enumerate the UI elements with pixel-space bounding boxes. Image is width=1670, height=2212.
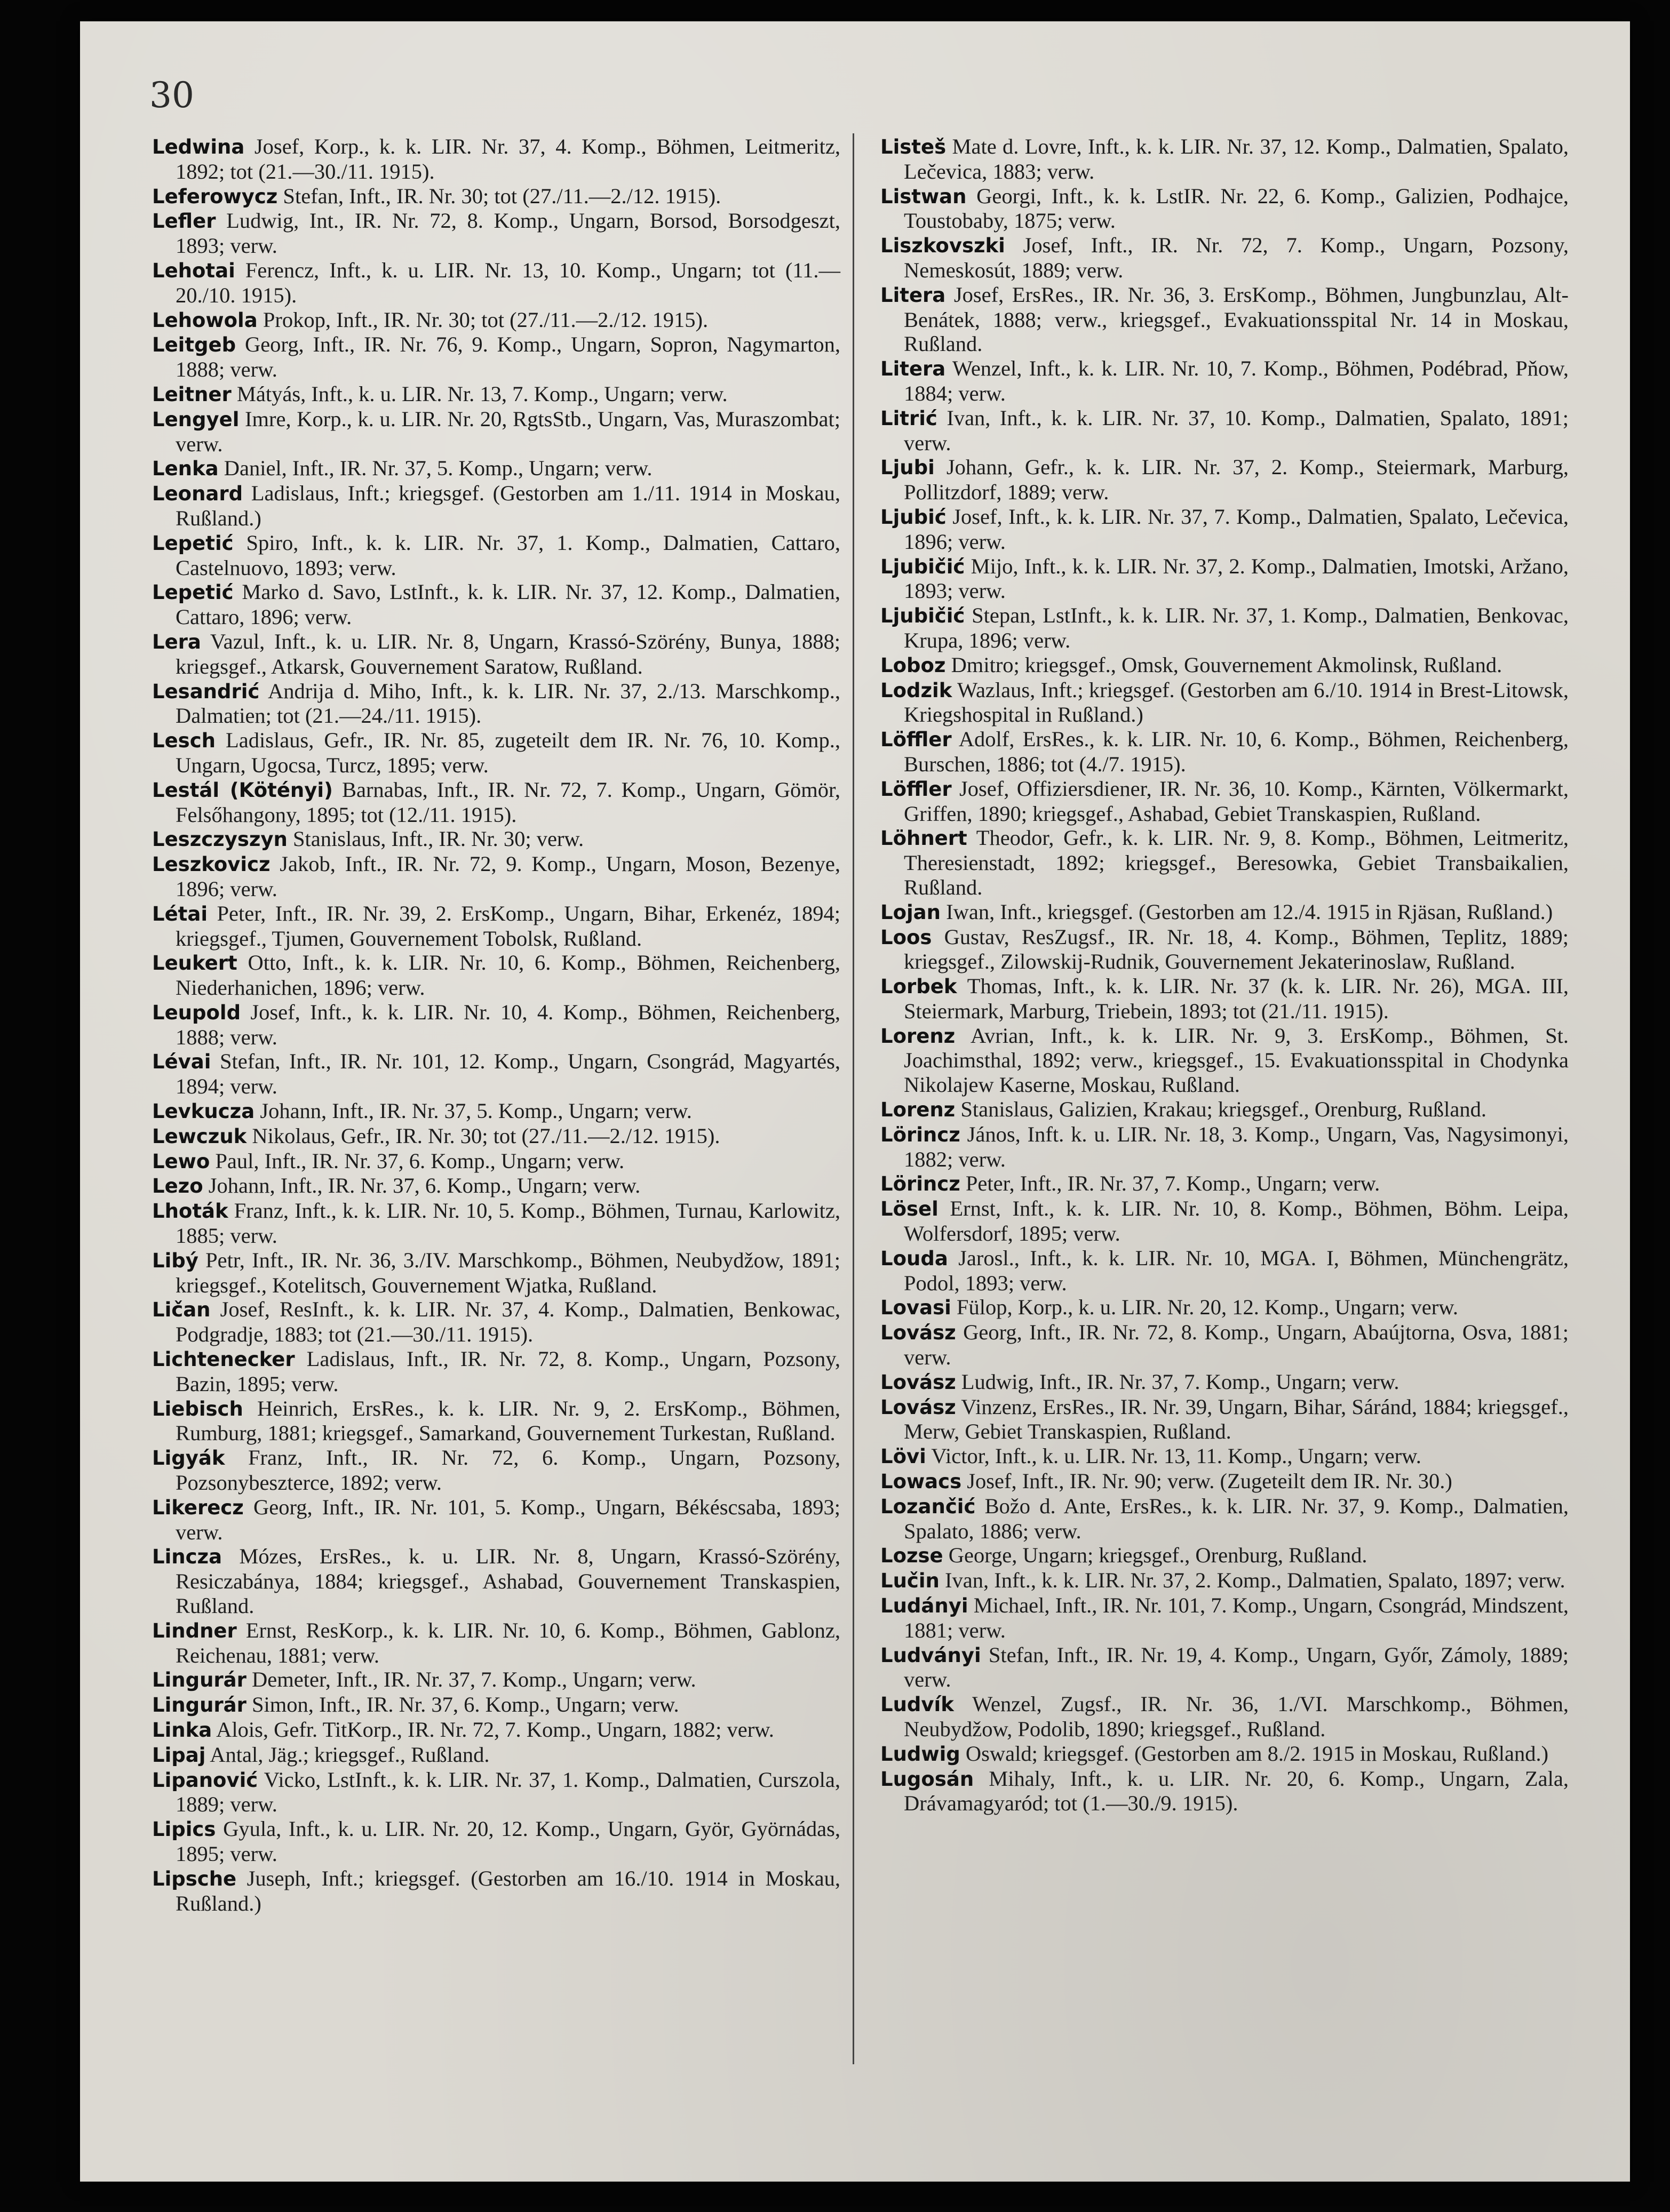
entry-surname: Lugosán bbox=[880, 1767, 974, 1791]
list-entry bbox=[880, 134, 1569, 184]
entry-surname: Ligyák bbox=[152, 1447, 225, 1470]
entry-surname: Lévai bbox=[152, 1050, 211, 1074]
entry-details: Georgi, Inft., k. k. LstIR. Nr. 22, 6. Komp., Galizien, Podhajce, Toustobaby, 1875; verw. bbox=[904, 183, 1569, 233]
entry-surname: Lenka bbox=[152, 457, 219, 481]
entry-details: Ferencz, Inft., k. u. LIR. Nr. 13, 10. Komp., Ungarn; tot (11.—20./10. 1915). bbox=[176, 258, 840, 307]
entry-details: Mátyás, Inft., k. u. LIR. Nr. 13, 7. Komp., Ungarn; verw. bbox=[231, 381, 728, 406]
entry-details: Josef, Inft., k. k. LIR. Nr. 10, 4. Komp., Böhmen, Reichenberg, 1888; verw. bbox=[176, 1000, 840, 1049]
entry-details: Andrija d. Miho, Inft., k. k. LIR. Nr. 37, 2./13. Marschkomp., Dalmatien; tot (21.—24./11. 1915). bbox=[176, 678, 840, 728]
entry-surname: Lorbek bbox=[880, 975, 957, 999]
entry-surname: Loboz bbox=[880, 653, 946, 677]
entry-details: Božo d. Ante, ErsRes., k. k. LIR. Nr. 37, 9. Komp., Dalmatien, Spalato, 1886; verw. bbox=[904, 1494, 1569, 1543]
list-entry bbox=[152, 456, 840, 481]
entry-details: Georg, Inft., IR. Nr. 72, 8. Komp., Ungarn, Abaújtorna, Osva, 1881; verw. bbox=[904, 1320, 1569, 1370]
list-entry bbox=[152, 901, 840, 951]
entry-details: Fülop, Korp., k. u. LIR. Nr. 20, 12. Komp., Ungarn; verw. bbox=[951, 1295, 1458, 1320]
column-divider bbox=[853, 133, 854, 2064]
entry-details: Nikolaus, Gefr., IR. Nr. 30; tot (27./11.—2./12. 1915). bbox=[246, 1123, 720, 1148]
list-entry bbox=[152, 1248, 840, 1298]
entry-surname: Lewo bbox=[152, 1149, 210, 1173]
list-entry bbox=[152, 481, 840, 531]
entry-details: Alois, Gefr. TitKorp., IR. Nr. 72, 7. Komp., Ungarn, 1882; verw. bbox=[212, 1718, 774, 1742]
entry-surname: Lipaj bbox=[152, 1743, 206, 1767]
entry-details: Josef, ResInft., k. k. LIR. Nr. 37, 4. Komp., Dalmatien, Benkowac, Podgradje, 1883; tot (21.—30./11. 1915). bbox=[176, 1297, 840, 1347]
entry-surname: Lovász bbox=[880, 1321, 956, 1345]
entry-details: Stanislaus, Inft., IR. Nr. 30; verw. bbox=[287, 827, 584, 851]
entry-details: Vinzenz, ErsRes., IR. Nr. 39, Ungarn, Bihar, Sáránd, 1884; kriegsgef., Merw, Gebiet Transkaspien, Rußland. bbox=[904, 1394, 1569, 1444]
entry-surname: Ludwig bbox=[880, 1742, 960, 1766]
list-entry bbox=[880, 1097, 1569, 1122]
entry-details: Ivan, Inft., k. k. LIR. Nr. 37, 2. Komp., Dalmatien, Spalato, 1897; verw. bbox=[939, 1568, 1565, 1593]
entry-details: Michael, Inft., IR. Nr. 101, 7. Komp., Ungarn, Csongrád, Mindszent, 1881; verw. bbox=[904, 1593, 1569, 1642]
entry-details: Petr, Inft., IR. Nr. 36, 3./IV. Marschkomp., Böhmen, Neubydžow, 1891; kriegsgef., Kotelitsch, Gouvernement Wjatka, Rußland. bbox=[176, 1248, 840, 1297]
entry-details: Mate d. Lovre, Inft., k. k. LIR. Nr. 37, 12. Komp., Dalmatien, Spalato, Lečevica, 1883; verw. bbox=[904, 134, 1569, 183]
entry-surname: Lingurár bbox=[152, 1668, 246, 1692]
entry-surname: Liebisch bbox=[152, 1397, 243, 1420]
entry-surname: Lodzik bbox=[880, 678, 952, 702]
entry-surname: Likerecz bbox=[152, 1496, 244, 1519]
entry-surname: Lipics bbox=[152, 1818, 216, 1841]
entry-surname: Ljubić bbox=[880, 505, 947, 529]
entry-surname: Löhnert bbox=[880, 827, 967, 850]
list-entry bbox=[880, 1643, 1569, 1692]
list-entry bbox=[880, 505, 1569, 554]
entry-details: Ernst, ResKorp., k. k. LIR. Nr. 10, 6. Komp., Böhmen, Gablonz, Reichenau, 1881; verw. bbox=[176, 1618, 840, 1667]
entry-details: Stefan, Inft., IR. Nr. 30; tot (27./11.—2./12. 1915). bbox=[277, 183, 721, 208]
entry-surname: Louda bbox=[880, 1247, 948, 1270]
entry-surname: Lorenz bbox=[880, 1098, 956, 1122]
entry-details: János, Inft. k. u. LIR. Nr. 18, 3. Komp., Ungarn, Vas, Nagysimonyi, 1882; verw. bbox=[904, 1122, 1569, 1171]
entry-surname: Litera bbox=[880, 283, 946, 307]
list-entry bbox=[880, 1494, 1569, 1544]
list-entry bbox=[152, 209, 840, 258]
list-entry bbox=[880, 283, 1569, 356]
entry-details: Oswald; kriegsgef. (Gestorben am 8./2. 1915 in Moskau, Rußland.) bbox=[960, 1741, 1549, 1766]
entry-surname: Litera bbox=[880, 357, 946, 381]
list-entry bbox=[152, 332, 840, 382]
list-entry bbox=[152, 1446, 840, 1495]
entry-surname: Linka bbox=[152, 1719, 212, 1742]
entry-details: George, Ungarn; kriegsgef., Orenburg, Rußland. bbox=[943, 1543, 1367, 1568]
list-entry bbox=[880, 1196, 1569, 1246]
entry-surname: Lindner bbox=[152, 1619, 237, 1642]
entry-details: Stanislaus, Galizien, Krakau; kriegsgef., Orenburg, Rußland. bbox=[955, 1097, 1486, 1122]
entry-surname: Lesch bbox=[152, 729, 216, 753]
list-entry bbox=[152, 1743, 840, 1768]
list-entry bbox=[152, 778, 840, 827]
entry-details: Demeter, Inft., IR. Nr. 37, 7. Komp., Ungarn; verw. bbox=[246, 1667, 696, 1692]
entry-surname: Leferowycz bbox=[152, 185, 278, 208]
list-entry bbox=[880, 826, 1569, 899]
entry-details: Victor, Inft., k. u. LIR. Nr. 13, 11. Komp., Ungarn; verw. bbox=[926, 1444, 1421, 1468]
entry-surname: Lichtenecker bbox=[152, 1348, 295, 1371]
entry-details: Ludwig, Inft., IR. Nr. 37, 7. Komp., Ungarn; verw. bbox=[956, 1369, 1399, 1394]
entry-details: Avrian, Inft., k. k. LIR. Nr. 9, 3. ErsKomp., Böhmen, St. Joachimsthal, 1892; verw., kriegsgef., 15. Evakuationsspital in Chodynka Nikolajew Kaserne, Moskau, Rußland. bbox=[904, 1023, 1569, 1097]
entry-details: Gyula, Inft., k. u. LIR. Nr. 20, 12. Komp., Ungarn, Györ, Györnádas, 1895; verw. bbox=[176, 1817, 840, 1866]
list-entry bbox=[880, 1024, 1569, 1097]
entry-surname: Lozse bbox=[880, 1544, 943, 1568]
list-entry bbox=[880, 1742, 1569, 1767]
entry-details: Ladislaus, Inft.; kriegsgef. (Gestorben am 1./11. 1914 in Moskau, Rußland.) bbox=[176, 481, 840, 530]
entry-details: Heinrich, ErsRes., k. k. LIR. Nr. 9, 2. ErsKomp., Böhmen, Rumburg, 1881; kriegsgef., Samarkand, Gouvernement Turkestan, Rußland. bbox=[176, 1396, 840, 1446]
entry-details: Mijo, Inft., k. k. LIR. Nr. 37, 2. Komp., Dalmatien, Imotski, Aržano, 1893; verw. bbox=[904, 554, 1569, 603]
list-entry bbox=[152, 1297, 840, 1347]
list-entry bbox=[880, 455, 1569, 505]
entry-surname: Listeš bbox=[880, 135, 947, 158]
entry-surname: Ličan bbox=[152, 1298, 211, 1322]
entry-surname: Lipsche bbox=[152, 1867, 237, 1890]
entry-details: Mózes, ErsRes., k. u. LIR. Nr. 8, Ungarn, Krassó-Szörény, Resiczabánya, 1884; kriegsgef., Ashabad, Gouvernement Transkaspien, Rußland. bbox=[176, 1544, 840, 1618]
list-entry bbox=[880, 1246, 1569, 1296]
entry-surname: Ljubi bbox=[880, 456, 935, 480]
entry-details: Josef, Inft., IR. Nr. 90; verw. (Zugeteilt dem IR. Nr. 30.) bbox=[961, 1469, 1452, 1494]
document-page bbox=[80, 21, 1630, 2182]
entry-surname: Lövi bbox=[880, 1445, 926, 1468]
entry-details: Josef, ErsRes., IR. Nr. 36, 3. ErsKomp., Böhmen, Jungbunzlau, Alt-Benátek, 1888; verw., kriegsgef., Evakuationsspital Nr. 14 in Moskau, Rußland. bbox=[904, 282, 1569, 356]
entry-details: Antal, Jäg.; kriegsgef., Rußland. bbox=[205, 1742, 490, 1767]
entry-details: Simon, Inft., IR. Nr. 37, 6. Komp., Ungarn; verw. bbox=[246, 1692, 679, 1717]
entry-details: Peter, Inft., IR. Nr. 37, 7. Komp., Ungarn; verw. bbox=[960, 1171, 1380, 1196]
entry-details: Josef, Inft., IR. Nr. 72, 7. Komp., Ungarn, Pozsony, Nemeskosút, 1889; verw. bbox=[904, 233, 1569, 282]
list-entry bbox=[880, 1469, 1569, 1494]
list-entry bbox=[152, 1149, 840, 1174]
page-number: 30 bbox=[149, 75, 194, 116]
entry-details: Josef, Offiziersdiener, IR. Nr. 36, 10. Komp., Kärnten, Völkermarkt, Griffen, 1890; kriegsgef., Ashabad, Gebiet Transkaspien, Rußland. bbox=[904, 776, 1569, 826]
entry-details: Stepan, LstInft., k. k. LIR. Nr. 37, 1. Komp., Dalmatien, Benkovac, Krupa, 1896; verw. bbox=[904, 603, 1569, 652]
entry-surname: Lesandrić bbox=[152, 680, 260, 703]
list-entry bbox=[152, 1199, 840, 1248]
entry-surname: Lörincz bbox=[880, 1172, 960, 1196]
entry-surname: Lengyel bbox=[152, 408, 240, 431]
list-entry bbox=[152, 1667, 840, 1692]
list-entry bbox=[880, 974, 1569, 1024]
list-entry bbox=[880, 406, 1569, 456]
entry-details: Daniel, Inft., IR. Nr. 37, 5. Komp., Ungarn; verw. bbox=[218, 456, 653, 481]
list-entry bbox=[152, 827, 840, 852]
entry-surname: Leitner bbox=[152, 382, 232, 406]
list-entry bbox=[152, 1866, 840, 1916]
entry-details: Jarosl., Inft., k. k. LIR. Nr. 10, MGA. I, Böhmen, Münchengrätz, Podol, 1893; verw. bbox=[904, 1245, 1569, 1295]
list-entry bbox=[152, 1692, 840, 1718]
entry-surname: Libý bbox=[152, 1249, 198, 1272]
list-entry bbox=[152, 1347, 840, 1396]
entry-details: Gustav, ResZugsf., IR. Nr. 18, 4. Komp., Böhmen, Teplitz, 1889; kriegsgef., Zilowskij-Rudnik, Gouvernement Jekaterinoslaw, Rußland. bbox=[904, 924, 1569, 974]
list-entry bbox=[880, 1692, 1569, 1742]
list-entry bbox=[152, 184, 840, 209]
entry-surname: Lojan bbox=[880, 900, 941, 924]
list-entry bbox=[152, 1718, 840, 1743]
entry-details: Mihaly, Inft., k. u. LIR. Nr. 20, 6. Komp., Ungarn, Zala, Drávamagyaród; tot (1.—30./9. 1915). bbox=[904, 1766, 1569, 1816]
entry-surname: Ludványi bbox=[880, 1643, 981, 1667]
entry-surname: Létai bbox=[152, 902, 208, 925]
entry-details: Thomas, Inft., k. k. LIR. Nr. 37 (k. k. LIR. Nr. 26), MGA. III, Steiermark, Marburg, Triebein, 1893; tot (21./11. 1915). bbox=[904, 974, 1569, 1023]
entry-surname: Ludvík bbox=[880, 1693, 954, 1716]
entry-surname: Ljubičić bbox=[880, 604, 965, 628]
entry-details: Prokop, Inft., IR. Nr. 30; tot (27./11.—2./12. 1915). bbox=[257, 307, 709, 332]
entry-surname: Lorenz bbox=[880, 1024, 956, 1048]
entry-details: Johann, Gefr., k. k. LIR. Nr. 37, 2. Komp., Steiermark, Marburg, Pollitzdorf, 1889; verw. bbox=[904, 455, 1569, 505]
list-entry bbox=[880, 1171, 1569, 1196]
list-entry bbox=[880, 1320, 1569, 1370]
entry-details: Marko d. Savo, LstInft., k. k. LIR. Nr. 37, 12. Komp., Dalmatien, Cattaro, 1896; verw. bbox=[176, 580, 840, 629]
list-entry bbox=[152, 382, 840, 407]
entry-details: Vazul, Inft., k. u. LIR. Nr. 8, Ungarn, Krassó-Szörény, Bunya, 1888; kriegsgef., Atkarsk, Gouvernement Saratow, Rußland. bbox=[176, 629, 840, 678]
entry-surname: Lepetić bbox=[152, 531, 234, 555]
entry-details: Ivan, Inft., k. k. LIR. Nr. 37, 10. Komp., Dalmatien, Spalato, 1891; verw. bbox=[904, 405, 1569, 455]
entry-surname: Lingurár bbox=[152, 1694, 246, 1717]
entry-surname: Ljubičić bbox=[880, 555, 965, 578]
list-entry bbox=[880, 233, 1569, 283]
entry-details: Franz, Inft., IR. Nr. 72, 6. Komp., Ungarn, Pozsony, Pozsonybeszterce, 1892; verw. bbox=[176, 1446, 840, 1495]
list-entry bbox=[152, 134, 840, 184]
entry-details: Ladislaus, Inft., IR. Nr. 72, 8. Komp., Ungarn, Pozsony, Bazin, 1895; verw. bbox=[176, 1347, 840, 1396]
entry-details: Peter, Inft., IR. Nr. 39, 2. ErsKomp., Ungarn, Bihar, Erkenéz, 1894; kriegsgef., Tjumen, Gouvernement Tobolsk, Rußland. bbox=[176, 901, 840, 951]
entry-surname: Lestál (Kötényi) bbox=[152, 778, 333, 802]
entry-surname: Lovasi bbox=[880, 1296, 951, 1320]
entry-surname: Lera bbox=[152, 630, 201, 653]
entry-details: Iwan, Inft., kriegsgef. (Gestorben am 12./4. 1915 in Rjäsan, Rußland.) bbox=[941, 899, 1553, 924]
entry-details: Juseph, Inft.; kriegsgef. (Gestorben am 16./10. 1914 in Moskau, Rußland.) bbox=[176, 1866, 840, 1915]
list-entry bbox=[880, 653, 1569, 678]
entry-details: Johann, Inft., IR. Nr. 37, 6. Komp., Ungarn; verw. bbox=[203, 1173, 641, 1198]
list-entry bbox=[152, 308, 840, 333]
list-entry bbox=[152, 531, 840, 580]
list-entry bbox=[152, 1495, 840, 1545]
list-entry bbox=[152, 1124, 840, 1149]
entry-details: Josef, Korp., k. k. LIR. Nr. 37, 4. Komp., Böhmen, Leitmeritz, 1892; tot (21.—30./11. 1915). bbox=[176, 134, 840, 183]
entry-details: Dmitro; kriegsgef., Omsk, Gouvernement Akmolinsk, Rußland. bbox=[945, 652, 1502, 677]
list-entry bbox=[152, 1768, 840, 1817]
entry-surname: Lovász bbox=[880, 1395, 956, 1419]
list-entry bbox=[152, 728, 840, 778]
entry-surname: Ledwina bbox=[152, 135, 245, 158]
entry-details: Jakob, Inft., IR. Nr. 72, 9. Komp., Ungarn, Moson, Bezenye, 1896; verw. bbox=[176, 852, 840, 901]
entry-surname: Löffler bbox=[880, 728, 952, 752]
list-entry bbox=[152, 1396, 840, 1446]
entry-details: Barnabas, Inft., IR. Nr. 72, 7. Komp., Ungarn, Gömör, Felsőhangony, 1895; tot (12./11. 1915). bbox=[176, 777, 840, 827]
entry-details: Stefan, Inft., IR. Nr. 19, 4. Komp., Ungarn, Győr, Zámoly, 1889; verw. bbox=[904, 1642, 1569, 1692]
list-entry bbox=[880, 1593, 1569, 1643]
entry-details: Adolf, ErsRes., k. k. LIR. Nr. 10, 6. Komp., Böhmen, Reichenberg, Burschen, 1886; tot (4./7. 1915). bbox=[904, 727, 1569, 776]
list-entry bbox=[880, 603, 1569, 653]
entry-surname: Lhoták bbox=[152, 1200, 228, 1223]
entry-surname: Leszczyszyn bbox=[152, 828, 288, 851]
list-entry bbox=[152, 1544, 840, 1618]
entry-details: Josef, Inft., k. k. LIR. Nr. 37, 7. Komp., Dalmatien, Spalato, Lečevica, 1896; verw. bbox=[904, 504, 1569, 554]
entry-details: Ernst, Inft., k. k. LIR. Nr. 10, 8. Komp., Böhmen, Böhm. Leipa, Wolfersdorf, 1895; verw. bbox=[904, 1196, 1569, 1246]
entry-surname: Leupold bbox=[152, 1001, 241, 1024]
entry-surname: Lefler bbox=[152, 210, 216, 233]
list-entry bbox=[880, 356, 1569, 406]
list-entry bbox=[152, 580, 840, 629]
entry-details: Johann, Inft., IR. Nr. 37, 5. Komp., Ungarn; verw. bbox=[255, 1099, 692, 1123]
entry-details: Wenzel, Inft., k. k. LIR. Nr. 10, 7. Komp., Böhmen, Podébrad, Pňow, 1884; verw. bbox=[904, 356, 1569, 405]
list-entry bbox=[880, 1568, 1569, 1593]
list-entry bbox=[880, 900, 1569, 925]
list-entry bbox=[152, 1618, 840, 1668]
list-entry bbox=[152, 1000, 840, 1050]
entry-details: Otto, Inft., k. k. LIR. Nr. 10, 6. Komp., Böhmen, Reichenberg, Niederhanichen, 1896; verw. bbox=[176, 951, 840, 1000]
list-entry bbox=[880, 554, 1569, 604]
right-column bbox=[880, 134, 1569, 1816]
entry-details: Theodor, Gefr., k. k. LIR. Nr. 9, 8. Komp., Böhmen, Leitmeritz, Theresienstadt, 1892; kriegsgef., Beresowka, Gebiet Transbaikalien, Rußland. bbox=[904, 826, 1569, 899]
entry-details: Paul, Inft., IR. Nr. 37, 6. Komp., Ungarn; verw. bbox=[210, 1148, 625, 1173]
list-entry bbox=[880, 1767, 1569, 1816]
entry-surname: Leitgeb bbox=[152, 333, 236, 357]
list-entry bbox=[880, 184, 1569, 234]
entry-surname: Lewczuk bbox=[152, 1124, 247, 1148]
entry-surname: Lovász bbox=[880, 1370, 956, 1394]
list-entry bbox=[880, 1122, 1569, 1172]
list-entry bbox=[880, 678, 1569, 728]
entry-surname: Litrić bbox=[880, 406, 937, 430]
list-entry bbox=[880, 925, 1569, 975]
list-entry bbox=[880, 1543, 1569, 1568]
list-entry bbox=[880, 777, 1569, 826]
entry-details: Wenzel, Zugsf., IR. Nr. 36, 1./VI. Marschkomp., Böhmen, Neubydžow, Podolib, 1890; kriegsgef., Rußland. bbox=[904, 1692, 1569, 1741]
list-entry bbox=[152, 629, 840, 679]
list-entry bbox=[152, 1817, 840, 1866]
entry-surname: Listwan bbox=[880, 185, 967, 208]
list-entry bbox=[152, 679, 840, 729]
left-column bbox=[152, 134, 840, 1915]
entry-surname: Löffler bbox=[880, 777, 952, 801]
entry-details: Stefan, Inft., IR. Nr. 101, 12. Komp., Ungarn, Csongrád, Magyartés, 1894; verw. bbox=[176, 1049, 840, 1099]
entry-surname: Lučin bbox=[880, 1569, 940, 1593]
entry-details: Georg, Inft., IR. Nr. 76, 9. Komp., Ungarn, Sopron, Nagymarton, 1888; verw. bbox=[176, 332, 840, 382]
entry-details: Vicko, LstInft., k. k. LIR. Nr. 37, 1. Komp., Dalmatien, Curszola, 1889; verw. bbox=[176, 1767, 840, 1817]
entry-surname: Lozančić bbox=[880, 1495, 976, 1518]
list-entry bbox=[880, 1295, 1569, 1320]
entry-surname: Levkucza bbox=[152, 1100, 255, 1123]
list-entry bbox=[152, 258, 840, 308]
entry-surname: Loos bbox=[880, 925, 932, 949]
entry-surname: Liszkovszki bbox=[880, 234, 1005, 258]
list-entry bbox=[880, 1444, 1569, 1469]
entry-surname: Leszkovicz bbox=[152, 853, 271, 876]
entry-surname: Lepetić bbox=[152, 581, 234, 604]
list-entry bbox=[152, 1049, 840, 1099]
list-entry bbox=[152, 951, 840, 1000]
entry-details: Imre, Korp., k. u. LIR. Nr. 20, RgtsStb., Ungarn, Vas, Muraszombat; verw. bbox=[176, 406, 840, 456]
entry-surname: Lörincz bbox=[880, 1123, 960, 1146]
entry-surname: Leonard bbox=[152, 482, 243, 506]
entry-surname: Ludányi bbox=[880, 1594, 968, 1618]
list-entry bbox=[152, 852, 840, 901]
entry-surname: Lehowola bbox=[152, 308, 258, 332]
entry-details: Georg, Inft., IR. Nr. 101, 5. Komp., Ungarn, Békéscsaba, 1893; verw. bbox=[176, 1495, 840, 1544]
entry-details: Franz, Inft., k. k. LIR. Nr. 10, 5. Komp., Böhmen, Turnau, Karlowitz, 1885; verw. bbox=[176, 1199, 840, 1248]
entry-surname: Lincza bbox=[152, 1545, 222, 1569]
entry-surname: Leukert bbox=[152, 952, 237, 975]
entry-surname: Lipanović bbox=[152, 1768, 258, 1792]
list-entry bbox=[880, 1370, 1569, 1395]
list-entry bbox=[152, 407, 840, 457]
entry-surname: Lösel bbox=[880, 1197, 939, 1221]
entry-surname: Lehotai bbox=[152, 259, 235, 282]
entry-details: Spiro, Inft., k. k. LIR. Nr. 37, 1. Komp., Dalmatien, Cattaro, Castelnuovo, 1893; verw. bbox=[176, 530, 840, 580]
entry-surname: Lezo bbox=[152, 1175, 203, 1198]
entry-details: Ludwig, Int., IR. Nr. 72, 8. Komp., Ungarn, Borsod, Borsodgeszt, 1893; verw. bbox=[176, 209, 840, 258]
list-entry bbox=[880, 1395, 1569, 1444]
entry-details: Ladislaus, Gefr., IR. Nr. 85, zugeteilt dem IR. Nr. 76, 10. Komp., Ungarn, Ugocsa, Turcz, 1895; verw. bbox=[176, 728, 840, 777]
list-entry bbox=[152, 1173, 840, 1199]
list-entry bbox=[152, 1099, 840, 1124]
entry-details: Wazlaus, Inft.; kriegsgef. (Gestorben am 6./10. 1914 in Brest-Litowsk, Kriegshospital in Rußland.) bbox=[904, 677, 1569, 727]
entry-surname: Lowacs bbox=[880, 1470, 962, 1494]
list-entry bbox=[880, 727, 1569, 777]
